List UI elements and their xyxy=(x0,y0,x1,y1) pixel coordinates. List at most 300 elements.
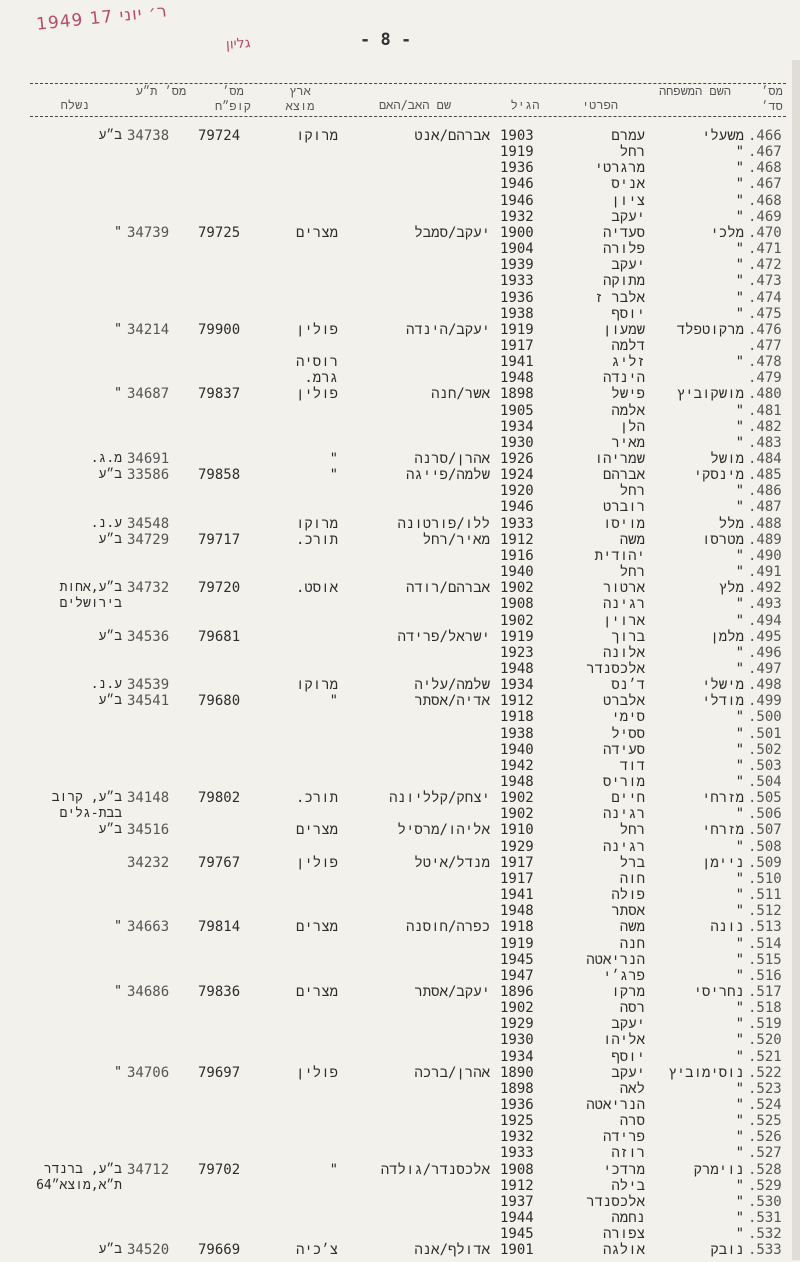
first-name: בילה xyxy=(611,1177,645,1194)
row-number: .476 xyxy=(748,321,782,338)
first-name: אלבר ז xyxy=(594,289,645,306)
row-number: .530 xyxy=(748,1193,782,1210)
country-of-origin: מצרים xyxy=(295,224,338,241)
birth-year: 1942 xyxy=(500,757,534,774)
row-number: .523 xyxy=(748,1080,782,1097)
family-name: " xyxy=(735,160,744,177)
birth-year: 1917 xyxy=(500,854,534,871)
row-number: .515 xyxy=(748,951,782,968)
birth-year: 1948 xyxy=(500,660,534,677)
country-of-origin: " xyxy=(329,693,338,710)
first-name: רגינה xyxy=(602,838,645,855)
row-number: .532 xyxy=(748,1226,782,1243)
te-number: 34663 xyxy=(127,919,170,936)
birth-year: 1890 xyxy=(500,1064,534,1081)
first-name: שמריהו xyxy=(594,451,645,467)
row-number: .513 xyxy=(748,919,782,936)
birth-year: 1929 xyxy=(500,1016,534,1033)
row-number: .516 xyxy=(748,967,782,984)
row-number: .489 xyxy=(748,531,782,548)
destination: בירושלים xyxy=(59,596,122,612)
family-name: " xyxy=(735,402,744,419)
first-name: אולגה xyxy=(602,1242,645,1259)
family-name: נובק xyxy=(710,1242,744,1259)
first-name: יעקב xyxy=(611,1016,645,1033)
header-num: מס׳ סד׳ xyxy=(761,84,783,113)
family-name: מישלי xyxy=(701,677,744,694)
parents-names: שלמה/עליה xyxy=(414,677,490,694)
row-number: .533 xyxy=(748,1242,782,1259)
first-name: פולה xyxy=(611,887,645,904)
header-origin: ארץ מוצא xyxy=(285,84,315,113)
parents-names: אדולף/אנה xyxy=(414,1242,490,1259)
row-number: .497 xyxy=(748,660,782,677)
family-name: מינסקי xyxy=(693,467,744,484)
family-name: " xyxy=(735,612,744,629)
family-name: נוימרק xyxy=(693,1161,744,1178)
parents-names: אשר/חנה xyxy=(431,386,490,403)
family-name: " xyxy=(735,547,744,564)
te-number: 34712 xyxy=(127,1161,170,1178)
birth-year: 1919 xyxy=(500,144,534,161)
first-name: מתוקה xyxy=(602,273,645,290)
first-name: יעקב xyxy=(611,1064,645,1081)
family-name: " xyxy=(735,192,744,209)
te-number: 34539 xyxy=(127,677,170,694)
parents-names: יעקב/אסתר xyxy=(414,983,490,1000)
family-name: " xyxy=(735,725,744,742)
row-number: .485 xyxy=(748,467,782,484)
first-name: יהודית xyxy=(594,547,645,564)
page-number: - 8 - xyxy=(360,30,412,50)
kupah-number: 79724 xyxy=(198,128,241,144)
destination: בבת-גלים xyxy=(59,806,122,822)
family-name: " xyxy=(735,741,744,758)
birth-year: 1934 xyxy=(500,677,534,694)
row-number: .492 xyxy=(748,580,782,597)
te-number: 34706 xyxy=(127,1064,170,1081)
country-of-origin: תורכ. xyxy=(295,531,338,548)
country-of-origin: פולין xyxy=(295,1064,338,1081)
row-number: .495 xyxy=(748,628,782,645)
birth-year: 1929 xyxy=(500,838,534,855)
first-name: פרג׳י xyxy=(602,967,645,984)
parents-names: יצחק/קלליונה xyxy=(389,790,490,807)
parents-names: מאיר/רחל xyxy=(422,531,490,548)
kupah-number: 79720 xyxy=(198,580,241,597)
row-number: .519 xyxy=(748,1016,782,1033)
row-number: .509 xyxy=(748,854,782,871)
family-name: " xyxy=(735,951,744,968)
destination: ב״ע xyxy=(98,531,122,547)
row-number: .527 xyxy=(748,1145,782,1162)
row-number: .482 xyxy=(748,418,782,435)
country-of-origin: פולין xyxy=(295,386,338,403)
first-name: פישל xyxy=(611,386,645,403)
destination: " xyxy=(114,321,122,337)
first-name: עמרם xyxy=(611,128,645,144)
country-of-origin: מרוקו xyxy=(295,677,338,694)
destination: " xyxy=(114,224,122,240)
row-number: .484 xyxy=(748,451,782,467)
row-number: .507 xyxy=(748,822,782,839)
family-name: " xyxy=(735,176,744,193)
family-name: " xyxy=(735,1129,744,1146)
kupah-number: 79858 xyxy=(198,467,241,484)
birth-year: 1948 xyxy=(500,774,534,790)
row-number: .521 xyxy=(748,1048,782,1065)
family-name: " xyxy=(735,1113,744,1130)
country-of-origin: מרוקו xyxy=(295,515,338,532)
family-name: " xyxy=(735,1177,744,1194)
destination: ב״ע, ברנדר xyxy=(43,1161,122,1177)
birth-year: 1940 xyxy=(500,741,534,758)
birth-year: 1902 xyxy=(500,790,534,807)
te-number: 34548 xyxy=(127,515,170,532)
birth-year: 1918 xyxy=(500,709,534,726)
row-number: .525 xyxy=(748,1113,782,1130)
family-name: " xyxy=(735,806,744,823)
destination: ת״א,מוצא״64 xyxy=(36,1177,122,1193)
first-name: רוזה xyxy=(611,1145,645,1162)
birth-year: 1920 xyxy=(500,483,534,500)
row-number: .474 xyxy=(748,289,782,306)
family-name: " xyxy=(735,1097,744,1113)
family-name: " xyxy=(735,660,744,677)
kupah-number: 79702 xyxy=(198,1161,241,1178)
te-number: 34541 xyxy=(127,693,170,710)
parents-names: אהרן/ברכה xyxy=(414,1064,490,1081)
birth-year: 1912 xyxy=(500,1177,534,1194)
birth-year: 1919 xyxy=(500,935,534,952)
family-name: " xyxy=(735,1080,744,1097)
family-name: " xyxy=(735,289,744,306)
date-stamp: 1949 ר׳ יוני 17 xyxy=(35,1,169,35)
family-name: ניימן xyxy=(701,854,744,871)
first-name: מרגרטי xyxy=(594,160,645,177)
family-name: " xyxy=(735,774,744,790)
birth-year: 1933 xyxy=(500,515,534,532)
te-number: 34232 xyxy=(127,854,170,871)
sheet-stamp: גליון xyxy=(225,35,252,53)
header-te: מס׳ ת״ע xyxy=(135,84,187,98)
destination: ע.נ. xyxy=(90,515,122,531)
first-name: יעקב xyxy=(611,208,645,225)
birth-year: 1946 xyxy=(500,176,534,193)
row-number: .501 xyxy=(748,725,782,742)
country-of-origin: מצרים xyxy=(295,983,338,1000)
birth-year: 1908 xyxy=(500,1161,534,1178)
row-number: .499 xyxy=(748,693,782,710)
first-name: מוריס xyxy=(602,774,645,790)
birth-year: 1902 xyxy=(500,580,534,597)
destination: ב״ע,אחות xyxy=(59,580,122,596)
first-name: הנריאטה xyxy=(586,951,645,968)
parents-names: אליהו/מרסיל xyxy=(397,822,490,839)
row-number: .514 xyxy=(748,935,782,952)
header-kupah: מס׳ קופ״ח xyxy=(214,84,251,113)
family-name: משעלי xyxy=(701,128,744,144)
birth-year: 1924 xyxy=(500,467,534,484)
country-of-origin: מרוקו xyxy=(295,128,338,144)
first-name: שמעון xyxy=(602,321,645,338)
first-name: סעדיה xyxy=(602,224,645,241)
family-name: " xyxy=(735,644,744,661)
birth-year: 1912 xyxy=(500,693,534,710)
te-number: 34739 xyxy=(127,224,170,241)
first-name: מאיר xyxy=(611,434,645,451)
destination: ב״ע xyxy=(98,628,122,644)
destination: ע.נ. xyxy=(90,677,122,693)
row-number: .498 xyxy=(748,677,782,694)
country-of-origin: מצרים xyxy=(295,919,338,936)
row-number: .504 xyxy=(748,774,782,790)
first-name: פלורה xyxy=(602,241,645,258)
family-name: " xyxy=(735,483,744,500)
first-name: הינדה xyxy=(602,370,645,387)
first-name: דלמה xyxy=(611,337,645,354)
first-name: רחל xyxy=(619,483,645,500)
parents-names: יעקב/הינדה xyxy=(405,321,490,338)
birth-year: 1919 xyxy=(500,321,534,338)
birth-year: 1903 xyxy=(500,128,534,144)
family-name: מזרחי xyxy=(701,790,744,807)
family-name: נוסימוביץ xyxy=(668,1064,744,1081)
te-number: 34520 xyxy=(127,1242,170,1259)
row-number: .466 xyxy=(748,128,782,144)
first-name: רגינה xyxy=(602,596,645,613)
first-name: אלברט xyxy=(602,693,645,710)
first-name: חיים xyxy=(611,790,645,807)
first-name: ברוך xyxy=(611,628,645,645)
family-name: מרקוטפלד xyxy=(676,321,744,338)
first-name: הלן xyxy=(619,418,645,435)
country-of-origin: רוסיה xyxy=(295,354,338,371)
first-name: ארוין xyxy=(602,612,645,629)
country-of-origin: " xyxy=(329,467,338,484)
first-name: רחל xyxy=(619,822,645,839)
destination: " xyxy=(114,386,122,402)
row-number: .491 xyxy=(748,564,782,581)
first-name: מויסו xyxy=(602,515,645,532)
row-number: .487 xyxy=(748,499,782,516)
te-number: 34732 xyxy=(127,580,170,597)
birth-year: 1938 xyxy=(500,725,534,742)
row-number: .511 xyxy=(748,887,782,904)
family-name: " xyxy=(735,757,744,774)
birth-year: 1937 xyxy=(500,1193,534,1210)
birth-year: 1936 xyxy=(500,1097,534,1113)
birth-year: 1916 xyxy=(500,547,534,564)
row-number: .494 xyxy=(748,612,782,629)
first-name: אלכסנדר xyxy=(586,1193,645,1210)
family-name: " xyxy=(735,144,744,161)
birth-year: 1936 xyxy=(500,160,534,177)
birth-year: 1941 xyxy=(500,354,534,371)
first-name: חנה xyxy=(619,935,645,952)
first-name: ססיל xyxy=(611,725,645,742)
country-of-origin: פולין xyxy=(295,854,338,871)
birth-year: 1908 xyxy=(500,596,534,613)
row-number: .481 xyxy=(748,402,782,419)
te-number: 33586 xyxy=(127,467,170,484)
kupah-number: 79836 xyxy=(198,983,241,1000)
row-number: .508 xyxy=(748,838,782,855)
row-number: .480 xyxy=(748,386,782,403)
kupah-number: 79697 xyxy=(198,1064,241,1081)
row-number: .529 xyxy=(748,1177,782,1194)
destination: ב״ע xyxy=(98,822,122,838)
birth-year: 1904 xyxy=(500,241,534,258)
row-number: .483 xyxy=(748,434,782,451)
country-of-origin: תורכ. xyxy=(295,790,338,807)
birth-year: 1910 xyxy=(500,822,534,839)
birth-year: 1932 xyxy=(500,1129,534,1146)
header-first: הפרטי xyxy=(581,98,618,112)
birth-year: 1946 xyxy=(500,192,534,209)
row-number: .472 xyxy=(748,257,782,274)
row-number: .522 xyxy=(748,1064,782,1081)
first-name: זליג xyxy=(611,354,645,371)
row-number: .524 xyxy=(748,1097,782,1113)
birth-year: 1945 xyxy=(500,951,534,968)
country-of-origin: מצרים xyxy=(295,822,338,839)
row-number: .468 xyxy=(748,192,782,209)
destination: " xyxy=(114,919,122,935)
row-number: .488 xyxy=(748,515,782,532)
row-number: .473 xyxy=(748,273,782,290)
header-age: הגיל xyxy=(510,98,540,112)
family-name: מזרחי xyxy=(701,822,744,839)
row-number: .517 xyxy=(748,983,782,1000)
country-of-origin: צ׳כיה xyxy=(295,1242,338,1259)
birth-year: 1919 xyxy=(500,628,534,645)
birth-year: 1923 xyxy=(500,644,534,661)
first-name: אסתר xyxy=(611,903,645,920)
destination: מ.ג. xyxy=(90,451,122,466)
destination: " xyxy=(114,983,122,999)
family-name: מושל xyxy=(710,451,744,467)
family-name: " xyxy=(735,903,744,920)
parents-names: מנדל/איטל xyxy=(414,854,490,871)
family-name: " xyxy=(735,1048,744,1065)
row-number: .518 xyxy=(748,1000,782,1017)
birth-year: 1917 xyxy=(500,870,534,887)
kupah-number: 79802 xyxy=(198,790,241,807)
family-name: נחריסי xyxy=(693,983,744,1000)
first-name: אניס xyxy=(611,176,645,193)
kupah-number: 79680 xyxy=(198,693,241,710)
row-number: .493 xyxy=(748,596,782,613)
birth-year: 1948 xyxy=(500,903,534,920)
family-name: " xyxy=(735,354,744,371)
birth-year: 1926 xyxy=(500,451,534,467)
kupah-number: 79669 xyxy=(198,1242,241,1259)
family-name: " xyxy=(735,1193,744,1210)
family-name: " xyxy=(735,709,744,726)
family-name: " xyxy=(735,499,744,516)
birth-year: 1917 xyxy=(500,337,534,354)
first-name: נחמה xyxy=(611,1210,645,1227)
birth-year: 1918 xyxy=(500,919,534,936)
kupah-number: 79767 xyxy=(198,854,241,871)
family-name: " xyxy=(735,257,744,274)
birth-year: 1934 xyxy=(500,1048,534,1065)
birth-year: 1934 xyxy=(500,418,534,435)
first-name: לאה xyxy=(619,1080,645,1097)
family-name: " xyxy=(735,887,744,904)
family-name: מלץ xyxy=(718,580,744,597)
te-number: 34686 xyxy=(127,983,170,1000)
birth-year: 1902 xyxy=(500,1000,534,1017)
destination: " xyxy=(114,1064,122,1080)
row-number: .477 xyxy=(748,337,782,354)
first-name: אברהם xyxy=(602,467,645,484)
family-name: " xyxy=(735,1016,744,1033)
header-family: השם המשפחה xyxy=(658,84,732,98)
parents-names: אלכסנדר/גולדה xyxy=(380,1161,490,1178)
parents-names: ישראל/פרידה xyxy=(397,628,490,645)
te-number: 34214 xyxy=(127,321,170,338)
first-name: הנריאטה xyxy=(586,1097,645,1113)
header-rule-bottom xyxy=(30,116,786,117)
row-number: .496 xyxy=(748,644,782,661)
birth-year: 1925 xyxy=(500,1113,534,1130)
birth-year: 1930 xyxy=(500,1032,534,1049)
first-name: רסה xyxy=(619,1000,645,1017)
family-name: " xyxy=(735,208,744,225)
row-number: .531 xyxy=(748,1210,782,1227)
family-name: " xyxy=(735,596,744,613)
destination: ב״ע xyxy=(98,467,122,483)
header-dest: נשלח xyxy=(60,98,90,112)
first-name: פרידה xyxy=(602,1129,645,1146)
parents-names: כפרה/חוסנה xyxy=(405,919,490,936)
kupah-number: 79725 xyxy=(198,224,241,241)
destination: ב״ע xyxy=(98,1242,122,1258)
row-number: .479 xyxy=(748,370,782,387)
first-name: יוסף xyxy=(611,1048,645,1065)
birth-year: 1941 xyxy=(500,887,534,904)
birth-year: 1902 xyxy=(500,612,534,629)
first-name: יעקב xyxy=(611,257,645,274)
birth-year: 1947 xyxy=(500,967,534,984)
first-name: סרה xyxy=(619,1113,645,1130)
first-name: מרדכי xyxy=(602,1161,645,1178)
row-number: .475 xyxy=(748,305,782,322)
row-number: .528 xyxy=(748,1161,782,1178)
family-name: " xyxy=(735,418,744,435)
te-number: 34536 xyxy=(127,628,170,645)
row-number: .469 xyxy=(748,208,782,225)
first-name: משה xyxy=(619,919,645,936)
birth-year: 1948 xyxy=(500,370,534,387)
row-number: .478 xyxy=(748,354,782,371)
row-number: .506 xyxy=(748,806,782,823)
te-number: 34738 xyxy=(127,128,170,144)
birth-year: 1905 xyxy=(500,402,534,419)
country-of-origin: " xyxy=(329,1161,338,1178)
first-name: יוסף xyxy=(611,305,645,322)
birth-year: 1945 xyxy=(500,1226,534,1243)
family-name: " xyxy=(735,1226,744,1243)
row-number: .502 xyxy=(748,741,782,758)
family-name: נונה xyxy=(710,919,744,936)
birth-year: 1944 xyxy=(500,1210,534,1227)
parents-names: אברהם/רודה xyxy=(405,580,490,597)
birth-year: 1932 xyxy=(500,208,534,225)
parents-names: אהרן/סרנה xyxy=(414,451,490,467)
